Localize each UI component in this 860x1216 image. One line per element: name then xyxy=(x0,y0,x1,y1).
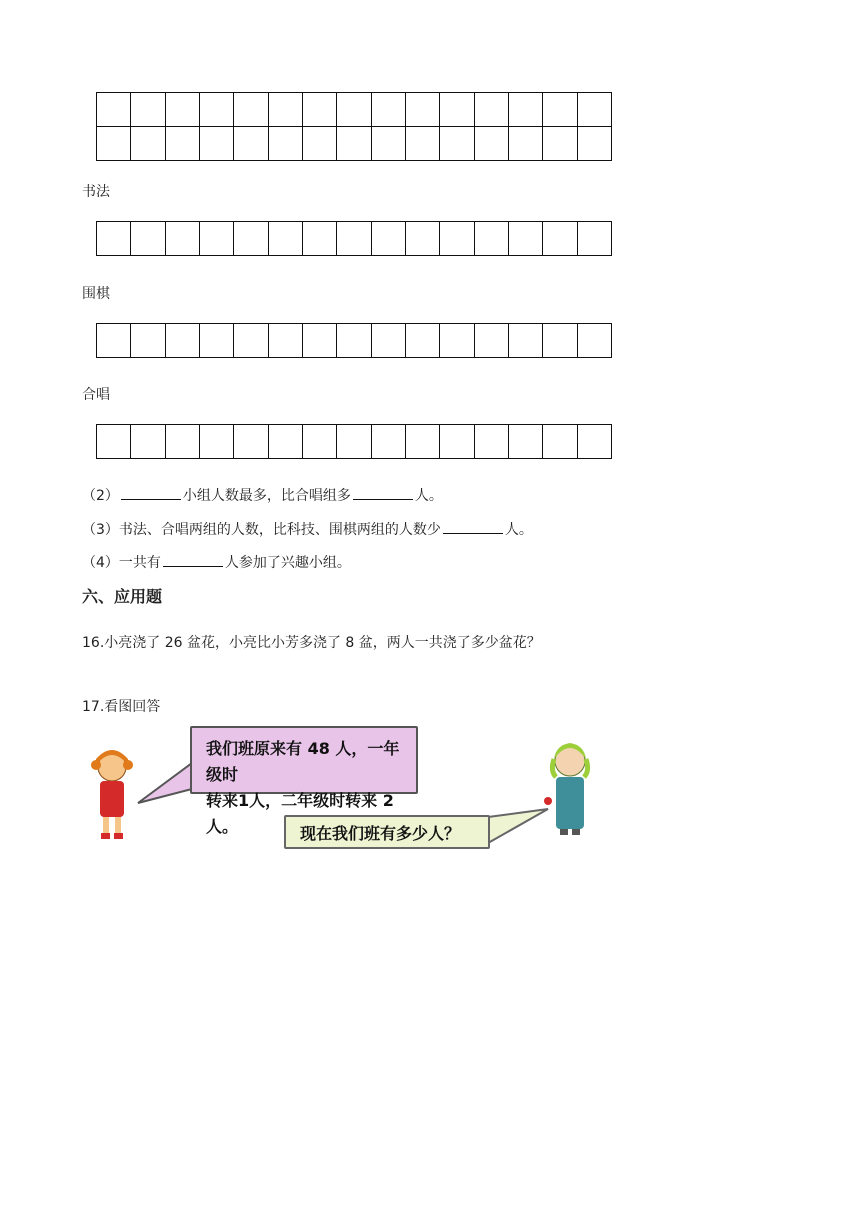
grid-cell xyxy=(509,93,543,127)
girl-left-figure xyxy=(82,723,142,854)
grid-cell xyxy=(303,93,337,127)
grid-cell xyxy=(166,324,200,358)
grid-cell xyxy=(234,425,268,459)
grid-cell xyxy=(166,425,200,459)
grid-cell xyxy=(337,93,371,127)
grid-cell xyxy=(372,324,406,358)
grid-cell xyxy=(303,222,337,256)
grid-cell xyxy=(475,93,509,127)
question-4 xyxy=(82,552,351,572)
grid-cell xyxy=(269,93,303,127)
answer-blank xyxy=(353,485,413,500)
grid-cell xyxy=(269,324,303,358)
grid-cell xyxy=(406,93,440,127)
grid-cell xyxy=(543,324,577,358)
grid-cell xyxy=(543,127,577,161)
grid-cell xyxy=(440,222,474,256)
grid-cell xyxy=(475,127,509,161)
grid-cell xyxy=(97,425,131,459)
answer-blank xyxy=(121,485,181,500)
grid-cell xyxy=(372,127,406,161)
grid-cell xyxy=(200,425,234,459)
grid-cell xyxy=(337,425,371,459)
illustration-dialogue xyxy=(82,723,604,854)
grid-cell xyxy=(406,425,440,459)
grid-cell xyxy=(475,324,509,358)
grid-cell xyxy=(578,127,612,161)
grid-cell xyxy=(337,127,371,161)
grid-cell xyxy=(166,93,200,127)
question-3-suffix: 人。 xyxy=(504,522,533,538)
grid-cell xyxy=(303,127,337,161)
speech-bubble-left xyxy=(190,726,418,836)
grid-cell xyxy=(234,127,268,161)
grid-cell xyxy=(337,324,371,358)
problem-17: 17.看图回答 xyxy=(82,699,161,715)
grid-cell xyxy=(269,425,303,459)
speech-bubble-right: 现在我们班有多少人？ xyxy=(284,815,490,849)
question-2-text: 小组人数最多，比合唱组多 xyxy=(182,488,351,504)
grid-cell xyxy=(166,222,200,256)
answer-blank xyxy=(163,552,223,567)
question-2-suffix: 人。 xyxy=(414,488,443,504)
grid-cell xyxy=(440,93,474,127)
grid-cell xyxy=(131,425,165,459)
grid-cell xyxy=(234,324,268,358)
grid-cell xyxy=(372,93,406,127)
question-2-prefix: （2） xyxy=(82,488,119,504)
tally-grid-calligraphy xyxy=(96,221,612,256)
grid-cell xyxy=(269,127,303,161)
grid-cell xyxy=(578,222,612,256)
answer-blank xyxy=(443,519,503,534)
grid-cell xyxy=(578,425,612,459)
grid-cell xyxy=(509,425,543,459)
grid-cell xyxy=(543,222,577,256)
problem-16: 16.小亮浇了 26 盆花，小亮比小芳多浇了 8 盆，两人一共浇了多少盆花？ xyxy=(82,635,541,651)
grid-cell xyxy=(578,93,612,127)
grid-cell xyxy=(200,127,234,161)
grid-cell xyxy=(97,93,131,127)
grid-cell xyxy=(131,324,165,358)
grid-cell xyxy=(131,222,165,256)
section-title: 六、应用题 xyxy=(82,587,163,606)
grid-cell xyxy=(475,425,509,459)
grid-cell xyxy=(200,222,234,256)
speech-line-2: 转来1人，二年级时转来 2 人。 xyxy=(206,791,394,836)
grid-cell xyxy=(234,93,268,127)
grid-cell xyxy=(406,222,440,256)
grid-cell xyxy=(269,222,303,256)
grid-cell xyxy=(97,127,131,161)
grid-cell xyxy=(303,425,337,459)
label-go: 围棋 xyxy=(82,286,110,302)
tally-grid-go xyxy=(96,323,612,358)
label-calligraphy: 书法 xyxy=(82,184,110,200)
grid-cell xyxy=(440,127,474,161)
grid-cell xyxy=(543,425,577,459)
tally-grid-chorus xyxy=(96,424,612,459)
grid-cell xyxy=(406,324,440,358)
grid-cell xyxy=(509,222,543,256)
question-3-text: （3）书法、合唱两组的人数，比科技、围棋两组的人数少 xyxy=(82,522,441,538)
grid-cell xyxy=(337,222,371,256)
tally-grid-top xyxy=(96,92,612,161)
grid-cell xyxy=(440,425,474,459)
grid-cell xyxy=(200,93,234,127)
grid-cell xyxy=(372,222,406,256)
grid-cell xyxy=(303,324,337,358)
grid-cell xyxy=(166,127,200,161)
grid-cell xyxy=(131,127,165,161)
speech-line-1: 我们班原来有 48 人，一年级时 xyxy=(206,739,400,784)
grid-cell xyxy=(509,127,543,161)
grid-cell xyxy=(543,93,577,127)
grid-cell xyxy=(372,425,406,459)
grid-cell xyxy=(200,324,234,358)
question-4-prefix: （4）一共有 xyxy=(82,555,161,571)
grid-cell xyxy=(509,324,543,358)
grid-cell xyxy=(578,324,612,358)
grid-cell xyxy=(234,222,268,256)
question-4-suffix: 人参加了兴趣小组。 xyxy=(224,555,351,571)
label-chorus: 合唱 xyxy=(82,387,110,403)
grid-cell xyxy=(97,222,131,256)
grid-cell xyxy=(440,324,474,358)
grid-cell xyxy=(475,222,509,256)
girl-right-figure xyxy=(534,723,604,854)
grid-cell xyxy=(406,127,440,161)
question-3 xyxy=(82,519,533,539)
question-2 xyxy=(82,485,443,505)
grid-cell xyxy=(131,93,165,127)
grid-cell xyxy=(97,324,131,358)
